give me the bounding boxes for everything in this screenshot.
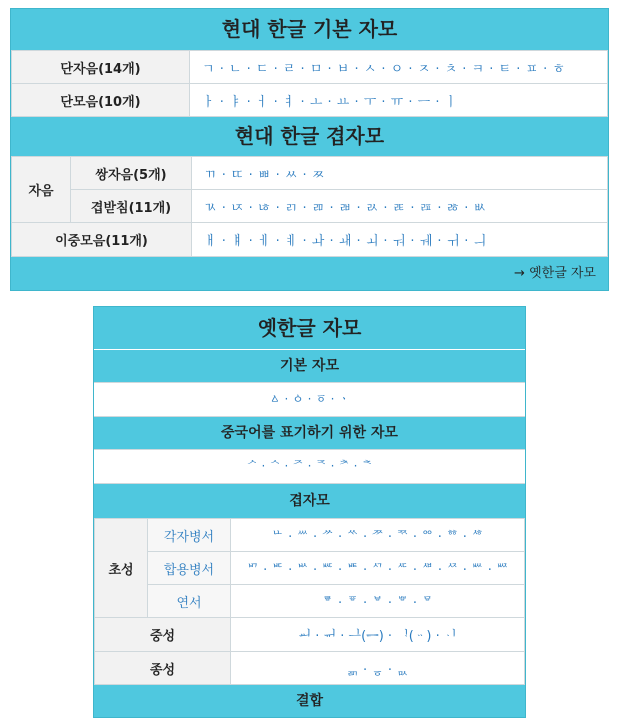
mixed-cluster-label[interactable]: 합용병서 (148, 552, 231, 585)
diphthong-list[interactable]: ㅐ · ㅒ · ㅔ · ㅖ · ㅘ · ㅙ · ㅚ · ㅝ · ㅞ · ㅟ · ㅢ (192, 223, 608, 257)
single-vowel-label[interactable]: 단모음(10개) (12, 84, 190, 117)
old-hangul-title: 옛한글 자모 (94, 307, 525, 350)
same-letter-cluster-label[interactable]: 각자병서 (148, 519, 231, 552)
single-consonant-list[interactable]: ㄱ · ㄴ · ㄷ · ㄹ · ㅁ · ㅂ · ㅅ · ㅇ · ㅈ · ㅊ · ㅋ · ㅌ · ㅍ · ㅎ (190, 51, 608, 84)
chinese-letters-title: 중국어를 표기하기 위한 자모 (221, 425, 398, 441)
combination-title: 결합 (295, 693, 324, 709)
vertical-ligature-label[interactable]: 연서 (148, 585, 231, 618)
old-hangul-link[interactable]: → 옛한글 자모 (514, 266, 596, 281)
old-basic-list[interactable]: ㅿ · ㆁ · ㆆ · ㆍ (94, 382, 525, 417)
double-consonant-list[interactable]: ㄲ · ㄸ · ㅃ · ㅆ · ㅉ (192, 157, 608, 190)
final-list[interactable]: ᇑ · ᇹ · ᇝ (231, 652, 525, 685)
single-consonant-label[interactable]: 단자음(14개) (12, 51, 190, 84)
initial-group-label: 초성 (95, 519, 148, 618)
medial-label: 중성 (95, 618, 231, 652)
same-letter-cluster-list[interactable]: ᄔ · ᄴ · ᄽ · ᄿ · ᅏ · ᅑ · ᅇ · ᅘ · ᄻ (231, 519, 525, 552)
modern-compound-title: 현대 한글 겹자모 (234, 124, 385, 148)
medial-list[interactable]: ᆈ · ᆔ · ᆜ(ᆖ) · ᆝ(ᆢ) · ᆡ (231, 618, 525, 652)
modern-hangul-navbox (10, 8, 609, 291)
diphthong-label[interactable]: 이중모음(11개) (12, 223, 192, 257)
consonant-group-label: 자음 (12, 157, 71, 223)
old-compound-title: 겹자모 (289, 493, 330, 509)
compound-final-list[interactable]: ㄳ · ㄵ · ㄶ · ㄺ · ㄻ · ㄼ · ㄽ · ㄾ · ㄿ · ㅀ · ㅄ (192, 190, 608, 223)
old-compound-table (94, 518, 525, 685)
old-basic-title: 기본 자모 (280, 358, 339, 374)
old-hangul-navbox (93, 306, 526, 718)
compound-final-label[interactable]: 겹받침(11개) (71, 190, 192, 223)
double-consonant-label[interactable]: 쌍자음(5개) (71, 157, 192, 190)
modern-compound-table (11, 156, 608, 257)
modern-basic-table (11, 50, 608, 117)
chinese-letters-list[interactable]: ᄼ · ᄾ · ᅎ · ᅐ · ᅔ · ᅕ (94, 449, 525, 484)
single-vowel-list[interactable]: ㅏ · ㅑ · ㅓ · ㅕ · ㅗ · ㅛ · ㅜ · ㅠ · ㅡ · ㅣ (190, 84, 608, 117)
mixed-cluster-list[interactable]: ᄞ · ᄠ · ᄡ · ᄣ · ᄩ · ᄭ · ᄯ · ᄲ · ᄶ · ᄥ · ᄦ (231, 552, 525, 585)
modern-basic-title: 현대 한글 기본 자모 (221, 17, 398, 41)
final-label: 종성 (95, 652, 231, 685)
vertical-ligature-list[interactable]: ᄛ · ᅗ · ᄫ · ᄬ · ᄝ (231, 585, 525, 618)
